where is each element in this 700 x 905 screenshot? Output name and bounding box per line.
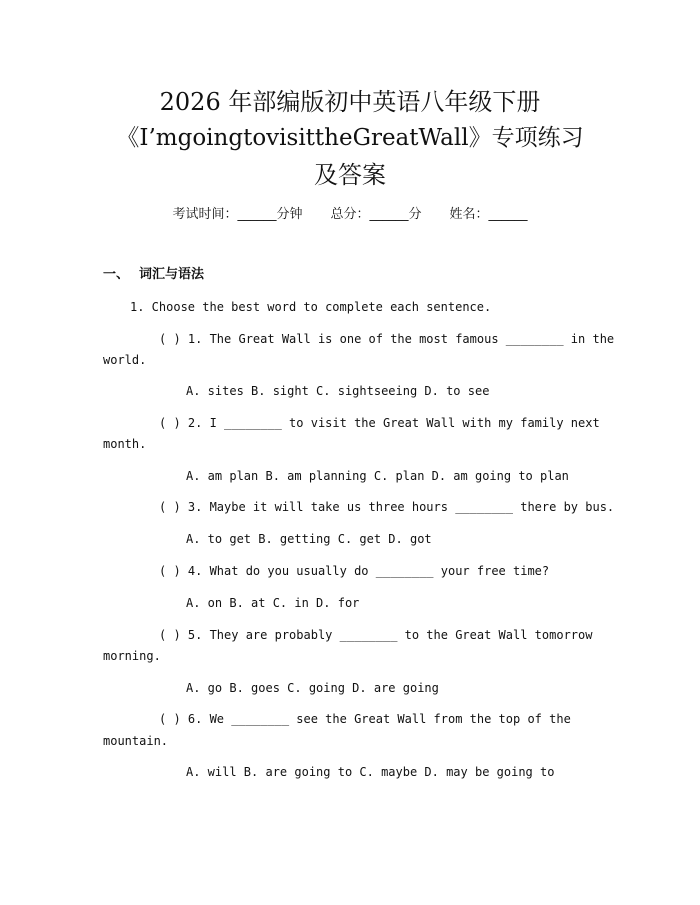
question-2-text: ( ) 2. I ________ to visit the Great Wall with my family next	[159, 416, 600, 430]
question-6-text-cont: mountain.	[103, 734, 169, 748]
question-1-options: A. sites B. sight C. sightseeing D. to see	[186, 384, 490, 398]
exam-time-field: 考试时间：______分钟	[172, 207, 303, 222]
exam-meta	[0, 206, 700, 224]
document-title-line-2: 《I’mgoingtovisittheGreatWall》专项练习	[116, 125, 584, 151]
section-title: 词汇与语法	[139, 267, 205, 282]
section-heading	[103, 266, 204, 284]
total-score-field: 总分：______分	[330, 207, 422, 222]
question-6-options: A. will B. are going to C. maybe D. may be going to	[186, 765, 555, 779]
question-2-options: A. am plan B. am planning C. plan D. am going to plan	[186, 469, 569, 483]
question-3-options: A. to get B. getting C. get D. got	[186, 532, 432, 546]
question-4-options: A. on B. at C. in D. for	[186, 596, 360, 610]
instruction-text: 1. Choose the best word to complete each sentence.	[130, 300, 492, 314]
question-6-text: ( ) 6. We ________ see the Great Wall from the top of the	[159, 712, 571, 726]
question-5-text: ( ) 5. They are probably ________ to the Great Wall tomorrow	[159, 628, 593, 642]
section-number: 一、	[103, 267, 130, 282]
document-title-line-1: 2026 年部编版初中英语八年级下册	[159, 88, 541, 116]
document-title-line-3: 及答案	[314, 161, 386, 189]
question-3-text: ( ) 3. Maybe it will take us three hours ________ there by bus.	[159, 500, 615, 514]
student-name-field: 姓名：______	[449, 207, 528, 222]
question-5-text-cont: morning.	[103, 649, 161, 663]
question-1-text-cont: world.	[103, 353, 147, 367]
question-1-text: ( ) 1. The Great Wall is one of the most famous ________ in the	[159, 332, 615, 346]
question-5-options: A. go B. goes C. going D. are going	[186, 681, 439, 695]
question-2-text-cont: month.	[103, 437, 147, 451]
question-4-text: ( ) 4. What do you usually do ________ your free time?	[159, 564, 550, 578]
